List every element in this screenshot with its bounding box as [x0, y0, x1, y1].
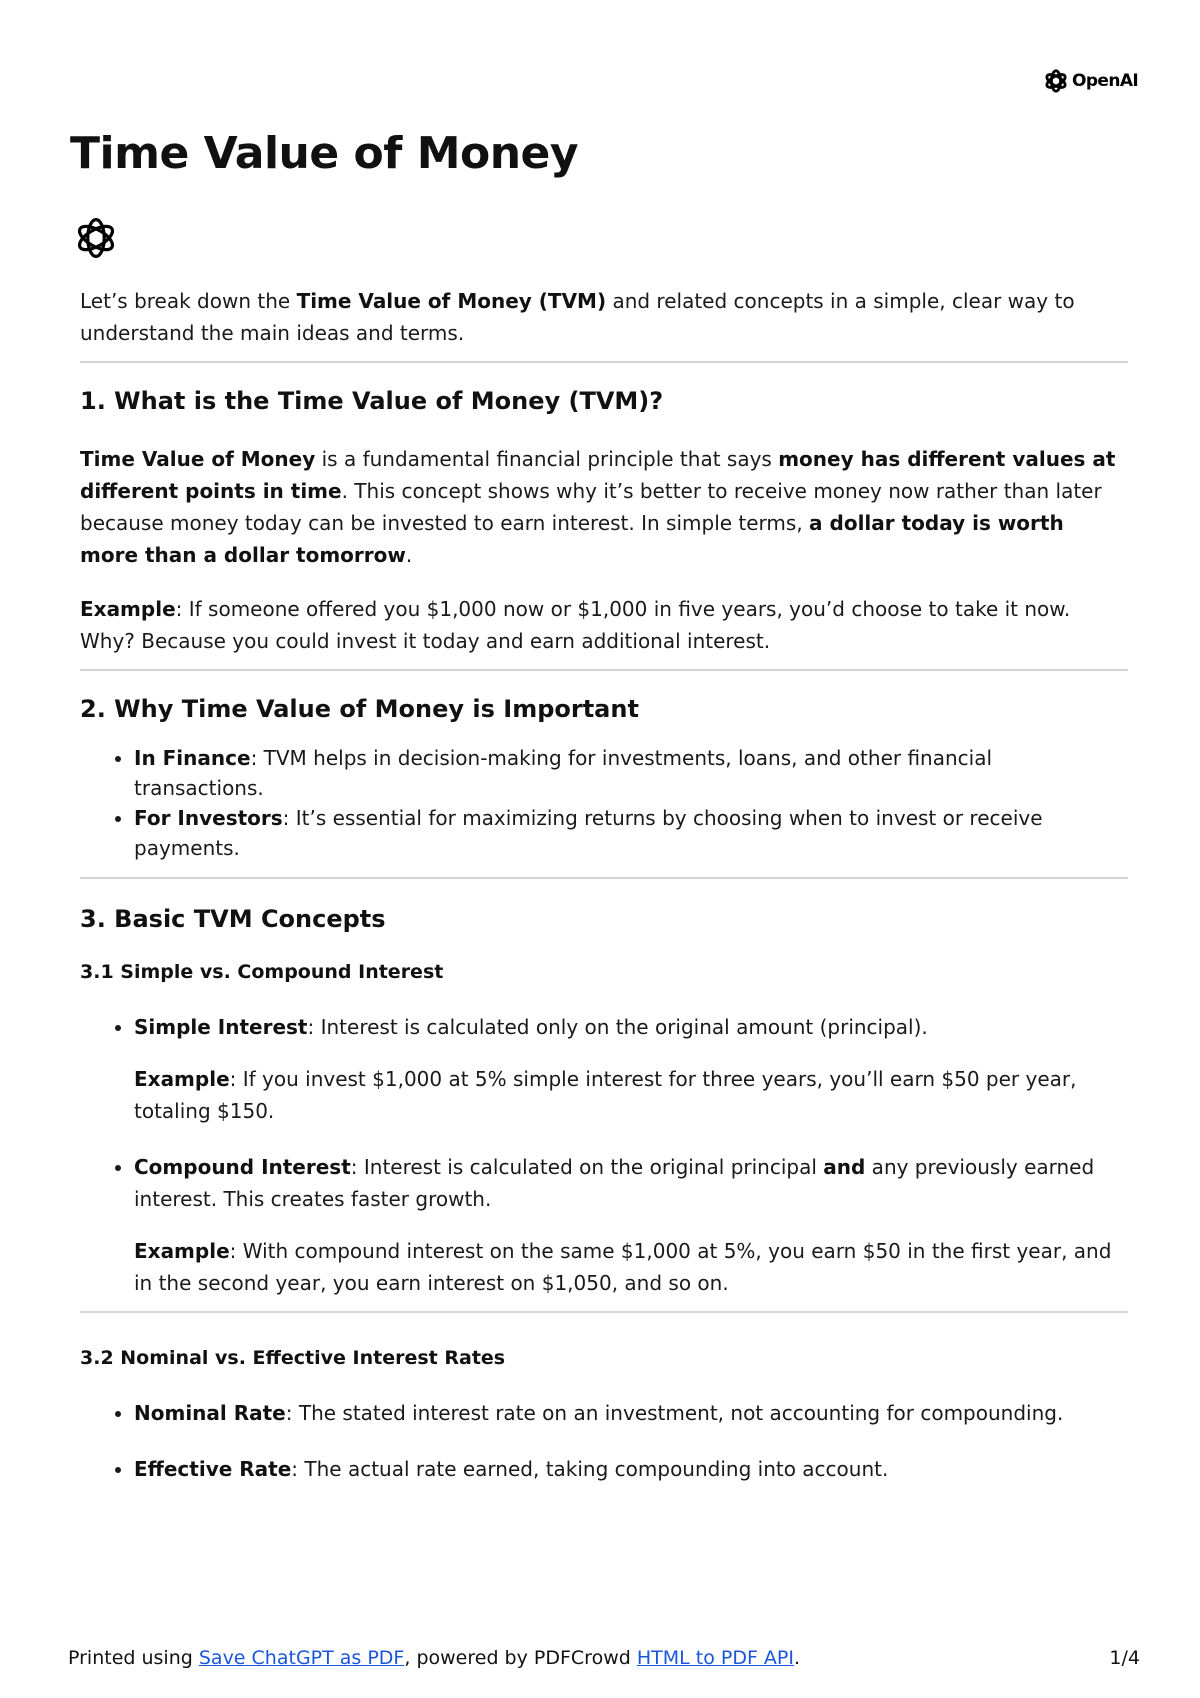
section-1-paragraph: Time Value of Money is a fundamental financial principle that says money has different values at different points in time. This concept shows why it’s better to receive money now rather than later because money today can be invested to earn interest. In simple terms, a dollar today is worth more than a dollar tomorrow. — [80, 447, 1116, 567]
list-item: • Nominal Rate: The stated interest rate on an investment, not accounting for compounding. — [134, 1397, 1128, 1429]
html-to-pdf-api-link[interactable]: HTML to PDF API — [636, 1647, 794, 1669]
section-2-list — [80, 743, 1128, 863]
divider — [80, 361, 1128, 363]
chatgpt-avatar-icon — [73, 215, 119, 261]
openai-logo-text: OpenAI — [1072, 71, 1139, 91]
list-item: • In Finance: TVM helps in decision-making for investments, loans, and other financial transactions. — [134, 743, 1128, 803]
list-item: • Compound Interest: Interest is calculated on the original principal and any previously earned interest. This creates faster growth. Example: With compound interest on the same $1,000 at 5%, you earn $50 in the first year, and in the second year, you earn interest on $1,050, and so on. — [134, 1151, 1128, 1299]
save-chatgpt-as-pdf-link[interactable]: Save ChatGPT as PDF — [198, 1647, 405, 1669]
subsection-3-1-list — [80, 1011, 1128, 1299]
openai-logo — [1043, 68, 1138, 94]
divider — [80, 877, 1128, 879]
divider — [80, 1311, 1128, 1313]
document-body — [80, 285, 1128, 1485]
list-item: • Simple Interest: Interest is calculated only on the original amount (principal). Example: If you invest $1,000 at 5% simple interest for three years, you’ll earn $50 per year, totaling $150. — [134, 1011, 1128, 1127]
page-number: 1/4 — [1109, 1647, 1140, 1669]
print-footer: Printed using Save ChatGPT as PDF, powered by PDFCrowd HTML to PDF API. 1/4 — [68, 1647, 1140, 1669]
section-3-heading: 3. Basic TVM Concepts — [80, 905, 386, 933]
subsection-3-2-list — [80, 1397, 1128, 1485]
list-item: • Effective Rate: The actual rate earned, taking compounding into account. — [134, 1453, 1128, 1485]
subsection-3-1-heading: 3.1 Simple vs. Compound Interest — [80, 961, 444, 983]
divider — [80, 669, 1128, 671]
list-item: • For Investors: It’s essential for maximizing returns by choosing when to invest or receive payments. — [134, 803, 1128, 863]
section-2-heading: 2. Why Time Value of Money is Important — [80, 695, 639, 723]
compound-interest-example: Example: With compound interest on the same $1,000 at 5%, you earn $50 in the first year, and in the second year, you earn interest on $1,050, and so on. — [134, 1239, 1112, 1295]
section-1-heading: 1. What is the Time Value of Money (TVM)? — [80, 387, 664, 415]
intro-paragraph: Let’s break down the Time Value of Money (TVM) and related concepts in a simple, clear way to understand the main ideas and terms. — [80, 289, 1075, 345]
section-1-example: Example: If someone offered you $1,000 now or $1,000 in five years, you’d choose to take it now. Why? Because you could invest it today and earn additional interest. — [80, 597, 1071, 653]
page-title: Time Value of Money — [70, 128, 579, 179]
simple-interest-example: Example: If you invest $1,000 at 5% simple interest for three years, you’ll earn $50 per year, totaling $150. — [134, 1067, 1077, 1123]
openai-logo-icon — [1043, 68, 1069, 94]
subsection-3-2-heading: 3.2 Nominal vs. Effective Interest Rates — [80, 1347, 506, 1369]
